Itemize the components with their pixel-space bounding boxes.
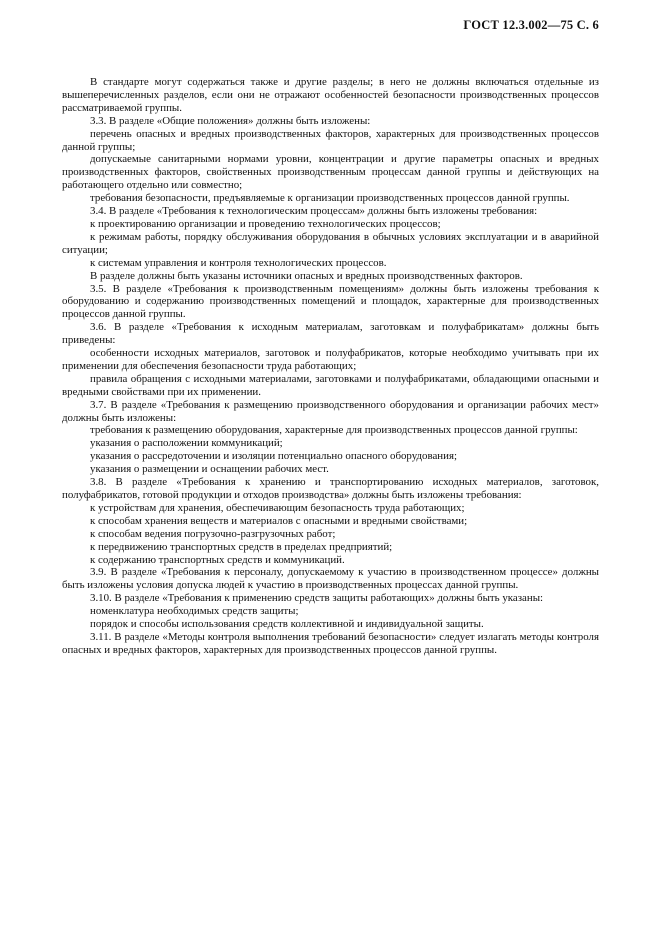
paragraph: к устройствам для хранения, обеспечивающим безопасность труда работающих; [90, 501, 465, 514]
paragraph: к передвижению транспортных средств в пределах предприятий; [90, 540, 393, 553]
paragraph: 3.8. В разделе «Требования к хранению и транспортированию исходных материалов, заготовок, полуфабрикатов, готовой продукции и отходов производства» должны быть изложены требования: [62, 476, 599, 501]
paragraph: допускаемые санитарными нормами уровни, концентрации и другие параметры опасных и вредных производственных факторов, свойственных производственным процессам данной группы и действующих на работающего отдельно или совместно; [62, 153, 599, 192]
paragraph: указания о расположении коммуникаций; [90, 437, 283, 450]
paragraph: к системам управления и контроля технологических процессов. [90, 256, 387, 269]
paragraph: к способам хранения веществ и материалов с опасными и вредными свойствами; [90, 514, 468, 527]
paragraph: 3.11. В разделе «Методы контроля выполнения требований безопасности» следует излагать методы контроля опасных и вредных факторов, характерных для производственных процессов данной группы. [62, 630, 599, 656]
paragraph: порядок и способы использования средств коллективной и индивидуальной защиты. [90, 618, 484, 631]
paragraph: перечень опасных и вредных производственных факторов, характерных для производственных процессов данной группы; [62, 127, 599, 153]
paragraph: указания о размещении и оснащении рабочих мест. [90, 463, 329, 476]
paragraph: В стандарте могут содержаться также и другие разделы; в него не должны включаться отдельные из вышеперечисленных разделов, если они не отражают особенностей безопасности производственных процессов рассматриваемой группы. [62, 76, 599, 114]
paragraph: 3.5. В разделе «Требования к производственным помещениям» должны быть изложены требования к оборудованию и содержанию производственных помещений и площадок, характерные для производственных процессов данной группы. [62, 282, 599, 321]
paragraph: номенклатура необходимых средств защиты; [90, 605, 299, 618]
document-body [62, 76, 599, 657]
paragraph: к способам ведения погрузочно-разгрузочных работ; [90, 527, 336, 540]
paragraph: к содержанию транспортных средств и коммуникаций. [90, 553, 345, 566]
page-header: ГОСТ 12.3.002—75 С. 6 [463, 18, 599, 32]
paragraph: 3.9. В разделе «Требования к персоналу, допускаемому к участию в производственном процессе» должны быть изложены условия допуска людей к участию в производственных процессах данной группы. [62, 566, 599, 592]
paragraph: 3.7. В разделе «Требования к размещению производственного оборудования и организации рабочих мест» должны быть изложены: [62, 398, 599, 424]
paragraph: к режимам работы, порядку обслуживания оборудования в обычных условиях эксплуатации и в аварийной ситуации; [62, 230, 599, 256]
paragraph: 3.4. В разделе «Требования к технологическим процессам» должны быть изложены требования: [90, 205, 538, 218]
paragraph: правила обращения с исходными материалами, заготовками и полуфабрикатами, обладающими опасными и вредными свойствами при их применении. [62, 372, 599, 398]
paragraph: 3.3. В разделе «Общие положения» должны быть изложены: [90, 114, 371, 127]
paragraph: 3.10. В разделе «Требования к применению средств защиты работающих» должны быть указаны: [90, 592, 544, 605]
paragraph: 3.6. В разделе «Требования к исходным материалам, заготовкам и полуфабрикатам» должны быть приведены: [62, 321, 599, 347]
paragraph: требования безопасности, предъявляемые к организации производственных процессов данной группы. [90, 192, 570, 205]
paragraph: к проектированию организации и проведению технологических процессов; [90, 217, 441, 230]
paragraph: требования к размещению оборудования, характерные для производственных процессов данной группы: [90, 424, 578, 437]
paragraph: указания о рассредоточении и изоляции потенциально опасного оборудования; [90, 450, 458, 463]
paragraph: особенности исходных материалов, заготовок и полуфабрикатов, которые необходимо учитывать при их применении для обеспечения безопасности труда работающих; [62, 347, 599, 372]
paragraph: В разделе должны быть указаны источники опасных и вредных производственных факторов. [90, 269, 523, 282]
